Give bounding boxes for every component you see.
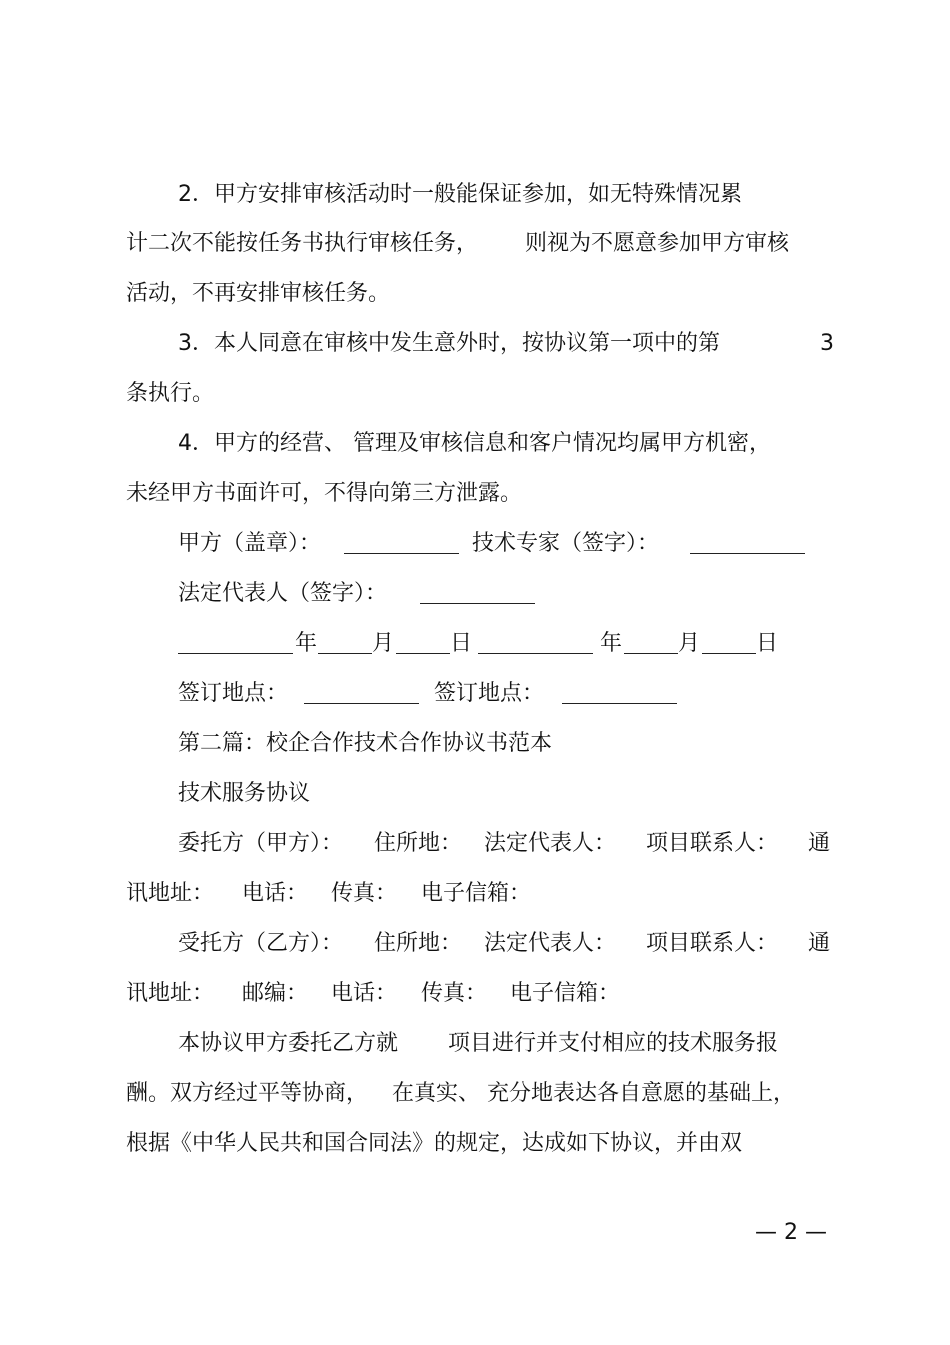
page-number: — 2 — <box>755 1220 827 1245</box>
contractor-label: 受托方（乙方）： <box>178 931 344 956</box>
clause-3-line-2: 条执行。 <box>126 381 215 406</box>
client-label: 委托方（甲方）： <box>178 831 344 856</box>
client-legal-rep-label: 法定代表人： <box>484 831 617 856</box>
date-1-day: 日 <box>450 631 473 656</box>
contractor-mailing-label-start: 通 <box>808 931 831 956</box>
clause-2-line-2b: 则视为不愿意参加甲方审核 <box>525 231 790 256</box>
contractor-email-label: 电子信箱： <box>510 981 621 1006</box>
signing-place-blank-1 <box>304 683 419 704</box>
party-a-label: 甲方（盖章）： <box>178 531 322 556</box>
body-line-3: 根据《中华人民共和国合同法》的规定，达成如下协议，并由双 <box>126 1131 743 1156</box>
party-a-seal-blank <box>344 533 459 554</box>
client-mailing-label-start: 通 <box>808 831 831 856</box>
date-1-year: 年 <box>295 631 318 656</box>
date-1-month: 月 <box>372 631 395 656</box>
body-line-2a: 酬。双方经过平等协商， <box>126 1081 369 1106</box>
date-1-year-blank <box>178 633 293 654</box>
signing-place-blank-2 <box>562 683 677 704</box>
body-line-1b: 项目进行并支付相应的技术服务报 <box>448 1031 779 1056</box>
client-contact-label: 项目联系人： <box>646 831 779 856</box>
contractor-phone-label: 电话： <box>331 981 398 1006</box>
clause-2-line-3: 活动，不再安排审核任务。 <box>126 281 391 306</box>
body-line-2b: 在真实、 充分地表达各自意愿的基础上， <box>392 1081 795 1106</box>
agreement-title: 技术服务协议 <box>178 781 311 806</box>
legal-rep-label: 法定代表人（签字）： <box>178 581 388 606</box>
client-phone-label: 电话： <box>242 881 309 906</box>
contractor-mailing-label-end: 讯地址： <box>126 981 215 1006</box>
date-2-month-blank <box>624 633 678 654</box>
contractor-legal-rep-label: 法定代表人： <box>484 931 617 956</box>
expert-signature-blank <box>690 533 805 554</box>
clause-4-line-1: 4．甲方的经营、 管理及审核信息和客户情况均属甲方机密， <box>178 431 771 456</box>
clause-2-line-1: 2．甲方安排审核活动时一般能保证参加，如无特殊情况累 <box>178 182 742 207</box>
clause-4-line-2: 未经甲方书面许可，不得向第三方泄露。 <box>126 481 523 506</box>
body-line-1a: 本协议甲方委托乙方就 <box>178 1031 399 1056</box>
clause-2-line-2a: 计二次不能按任务书执行审核任务， <box>126 231 479 256</box>
clause-3-number: 3 <box>820 331 834 356</box>
signing-place-label-1: 签订地点： <box>178 681 289 706</box>
legal-rep-signature-blank <box>420 583 535 604</box>
part-2-heading: 第二篇：校企合作技术合作协议书范本 <box>178 731 553 756</box>
date-1-month-blank <box>318 633 372 654</box>
expert-label: 技术专家（签字）： <box>472 531 660 556</box>
date-2-year: 年 <box>600 631 623 656</box>
clause-3-line-1: 3．本人同意在审核中发生意外时，按协议第一项中的第 <box>178 331 720 356</box>
client-email-label: 电子信箱： <box>421 881 532 906</box>
contractor-address-label: 住所地： <box>374 931 463 956</box>
client-fax-label: 传真： <box>331 881 398 906</box>
contractor-contact-label: 项目联系人： <box>646 931 779 956</box>
date-2-month: 月 <box>678 631 701 656</box>
date-2-day-blank <box>702 633 756 654</box>
date-2-day: 日 <box>756 631 779 656</box>
contractor-fax-label: 传真： <box>421 981 488 1006</box>
client-address-label: 住所地： <box>374 831 463 856</box>
signing-place-label-2: 签订地点： <box>434 681 545 706</box>
client-mailing-label-end: 讯地址： <box>126 881 215 906</box>
contractor-postcode-label: 邮编： <box>242 981 309 1006</box>
date-1-day-blank <box>396 633 450 654</box>
date-2-year-blank <box>478 633 593 654</box>
